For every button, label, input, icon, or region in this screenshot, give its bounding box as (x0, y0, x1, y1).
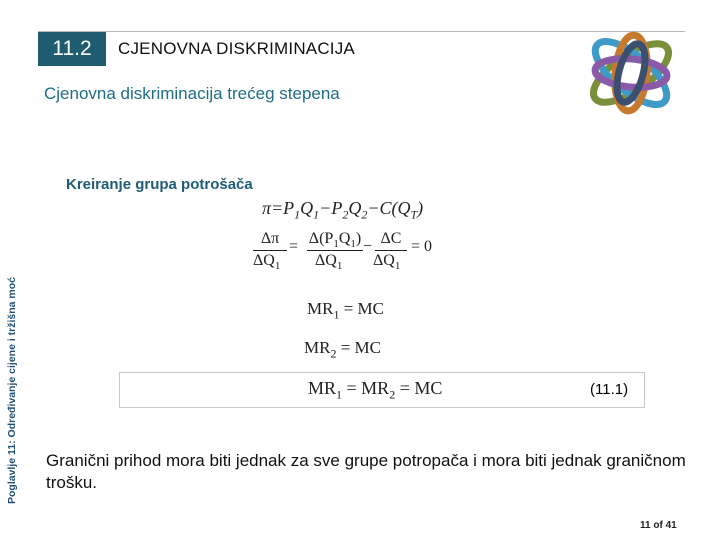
section-title: CJENOVNA DISKRIMINACIJA (118, 39, 355, 58)
equation-number: (11.1) (590, 381, 629, 398)
chapter-side-label: Poglavlje 11: Određivanje cijene i tržišna moć (6, 276, 18, 504)
slide-subtitle: Cjenovna diskriminacija trećeg stepena (44, 84, 340, 103)
key-equation: $MR_1 = MR_2$ = MC (308, 378, 443, 402)
mr1-equation: $MR_1$ = MC (307, 299, 385, 322)
mr2-equation: $MR_2$ = MC (304, 338, 382, 361)
profit-equation: $\pi=P_1Q_1-P_2Q_2-C(Q_T)$ (262, 198, 424, 222)
body-text: Granični prihod mora biti jednak za sve grupe potropača i mora biti jednak graničnom trošku. (46, 451, 686, 492)
section-number-badge: 11.2 (38, 32, 106, 66)
interlocking-rings-logo-icon (578, 20, 684, 126)
section-heading: Kreiranje grupa potrošača (66, 176, 253, 193)
page-number: 11 of 41 (640, 520, 677, 531)
